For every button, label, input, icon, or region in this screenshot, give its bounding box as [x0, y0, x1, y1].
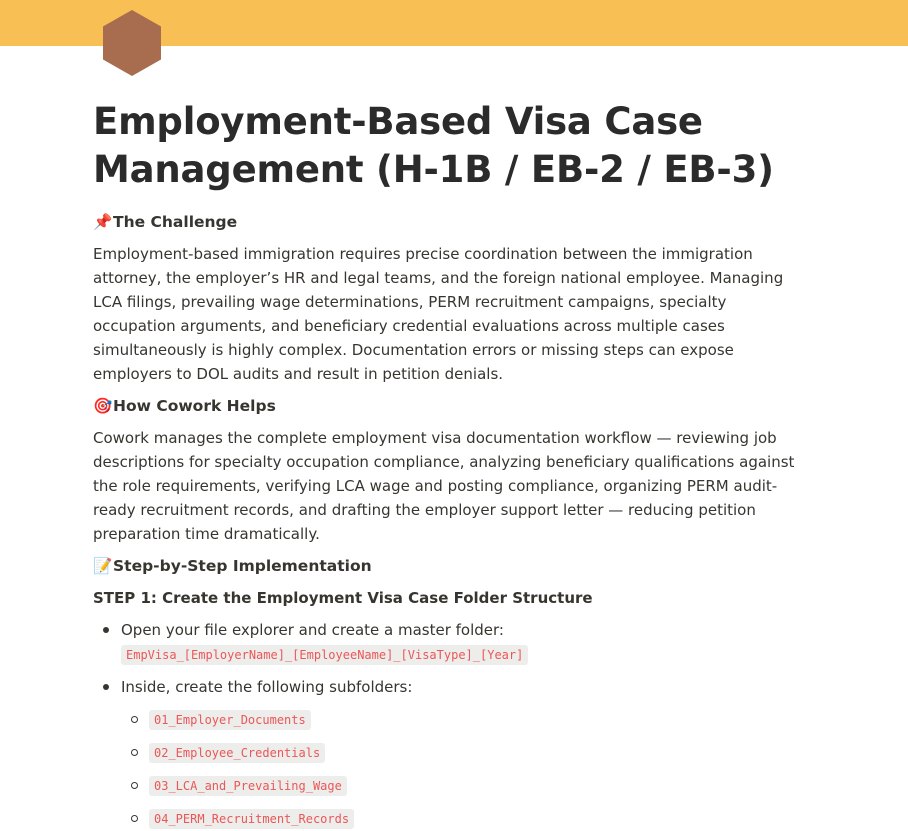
challenge-heading: [93, 210, 813, 234]
list-item: [121, 740, 813, 765]
target-icon: 🎯: [93, 397, 113, 415]
challenge-paragraph: Employment-based immigration requires precise coordination between the immigration attorney, the employer’s HR and legal teams, and the foreign national employee. Managing LCA filings, prevailing wage determinations, PERM recruitment campaigns, specialty occupation arguments, and beneficiary credential evaluations across multiple cases simultaneously is highly complex. Documentation errors or missing steps can expose employers to DOL audits and result in petition denials.: [93, 245, 784, 383]
hexagon-icon[interactable]: [100, 8, 164, 78]
page-title[interactable]: Employment-Based Visa Case Management (H-1B / EB-2 / EB-3): [93, 100, 774, 191]
step1-title: STEP 1: Create the Employment Visa Case Folder Structure: [93, 589, 593, 607]
helps-heading-text: How Cowork Helps: [113, 397, 276, 415]
list-item: [121, 773, 813, 798]
memo-icon: 📝: [93, 557, 113, 575]
list-item: [93, 675, 813, 831]
challenge-heading-text: The Challenge: [113, 213, 238, 231]
folder-name-code: EmpVisa_[EmployerName]_[EmployeeName]_[VisaType]_[Year]: [121, 645, 528, 665]
subfolder-code: 02_Employee_Credentials: [149, 743, 325, 763]
bullet2-text: Inside, create the following subfolders:: [121, 678, 413, 696]
step1-bullets: [93, 618, 813, 831]
subfolder-code: 03_LCA_and_Prevailing_Wage: [149, 776, 347, 796]
subfolder-list: [121, 707, 813, 831]
implementation-heading-text: Step-by-Step Implementation: [113, 557, 372, 575]
list-item: [93, 618, 813, 667]
helps-heading: [93, 394, 813, 418]
list-item: [121, 806, 813, 831]
subfolder-code: 04_PERM_Recruitment_Records: [149, 809, 354, 829]
list-item: [121, 707, 813, 732]
page-content: [93, 98, 813, 831]
subfolder-code: 01_Employer_Documents: [149, 710, 311, 730]
pushpin-icon: 📌: [93, 213, 113, 231]
helps-paragraph: Cowork manages the complete employment visa documentation workflow — reviewing job descriptions for specialty occupation compliance, analyzing beneficiary qualifications against the role requirements, verifying LCA wage and posting compliance, organizing PERM audit-ready recruitment records, and drafting the employer support letter — reducing petition preparation time dramatically.: [93, 429, 795, 543]
bullet1-text: Open your file explorer and create a master folder:: [121, 621, 504, 639]
implementation-heading: [93, 554, 813, 578]
